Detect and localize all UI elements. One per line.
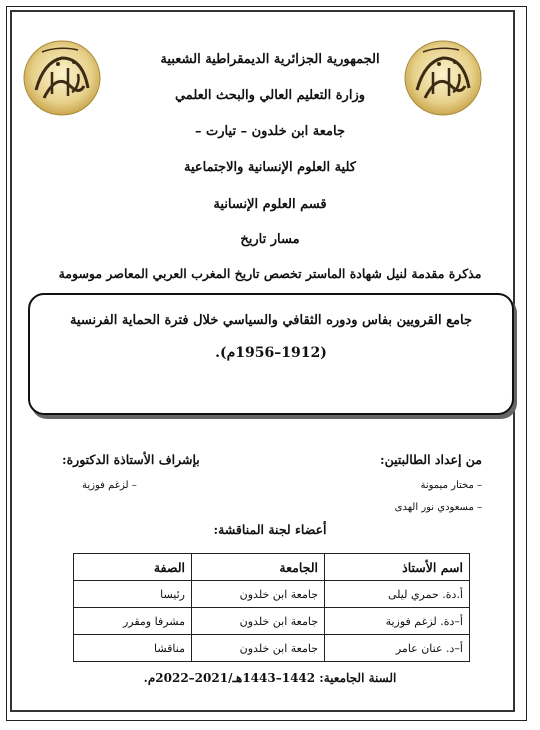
header-faculty: كلية العلوم الإنسانية والاجتماعية [184,160,356,175]
member-name: أ–دة. لزغم فوزية [325,608,470,635]
thesis-period: (1912–1956م). [215,345,327,361]
student-name-2: – مسعودي نور الهدى [394,502,482,513]
committee-table [73,553,470,662]
header-university: جامعة ابن خلدون – تيارت – [195,124,345,139]
student-name-1: – مختار ميمونة [420,480,482,491]
member-role: رئيسا [74,581,192,608]
university-logo-left [22,38,102,118]
header-track: مسار تاريخ [240,232,300,247]
column-header-name: اسم الأستاذ [325,554,470,581]
column-header-role: الصفة [74,554,192,581]
table-row [74,635,470,662]
committee-label: أعضاء لجنة المناقشة: [213,522,327,537]
member-role: مشرفا ومقرر [74,608,192,635]
member-role: مناقشا [74,635,192,662]
header-ministry: وزارة التعليم العالي والبحث العلمي [174,88,366,103]
member-name: أ.دة. حمري ليلى [325,581,470,608]
header-republic: الجمهورية الجزائرية الديمقراطية الشعبية [160,52,380,67]
academic-year: السنة الجامعية: 1442–1443هـ/2021–2022م. [143,671,397,685]
member-university: جامعة ابن خلدون [192,608,325,635]
member-university: جامعة ابن خلدون [192,581,325,608]
table-header-row [74,554,470,581]
supervisor-label: بإشراف الأستاذة الدكتورة: [62,452,200,467]
memo-subtitle: مذكرة مقدمة لنيل شهادة الماستر تخصص تاريخ المغرب العربي المعاصر موسومة [58,266,482,281]
table-row [74,581,470,608]
thesis-title: جامع القرويين بفاس ودوره الثقافي والسياسي خلال فترة الحماية الفرنسية [69,313,473,328]
header-department: قسم العلوم الإنسانية [213,197,327,212]
member-name: أ–د. عنان عامر [325,635,470,662]
supervisor-block [62,452,200,467]
supervisor-name: – لزغم فوزية [82,480,137,491]
students-label: من إعداد الطالبتين: [379,452,482,467]
table-row [74,608,470,635]
member-university: جامعة ابن خلدون [192,635,325,662]
thesis-title-box [28,293,514,415]
students-block [380,452,482,467]
header-block [100,0,440,260]
column-header-university: الجامعة [192,554,325,581]
